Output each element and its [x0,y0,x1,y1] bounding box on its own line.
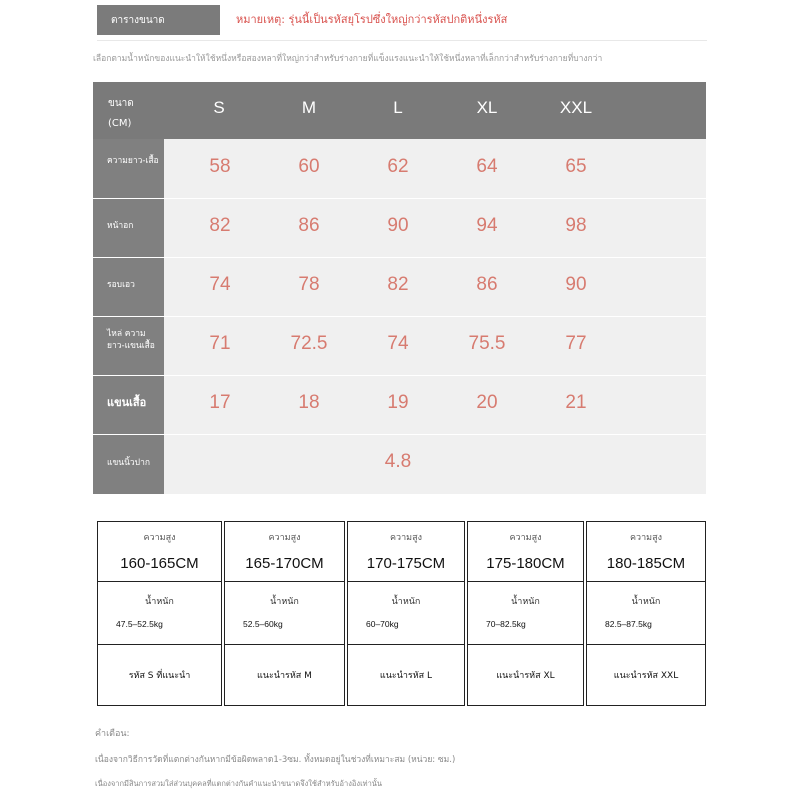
table-cell: 78 [298,274,320,295]
height-range: 175-180CM [486,555,565,572]
row-label-shoulder-sleeve: ไหล่ ความยาว-แขนเสื้อ [107,329,155,351]
table-cell: 86 [476,274,498,295]
weight-label: น้ำหนัก [145,597,174,607]
weight-range: 60–70kg [366,619,399,629]
row-label-sleeve: แขนเสื้อ [107,396,147,409]
table-cell: 58 [209,156,231,177]
rec-divider [225,644,344,645]
rec-column-xl [467,521,584,706]
table-cell: 77 [565,333,587,354]
recommended-size: แนะนำรหัส M [257,671,312,681]
weight-range: 70–82.5kg [486,619,526,629]
table-cell: 18 [298,392,320,413]
rec-divider [98,581,221,582]
height-range: 165-170CM [245,555,324,572]
table-cell: 86 [298,215,320,236]
table-cell: 60 [298,156,320,177]
size-header-l: L [393,98,403,117]
size-table-header [93,82,706,139]
table-cell: 90 [387,215,409,236]
row-label-cuff: แขนนิ้วปาก [107,458,150,468]
weight-range: 82.5–87.5kg [605,619,652,629]
rec-column-s [97,521,222,706]
recommended-size: แนะนำรหัส XXL [613,671,679,681]
size-advice-note: เลือกตามน้ำหนักของแนะนำให้ใช้หนึ่งหรือสองหลาที่ใหญ่กว่าสำหรับร่างกายที่แข็งแรงแนะนำให้ใช้หนึ่งหลาที่เล็กกว่าสำหรับร่างกายที่บางกว่า [93,54,603,64]
weight-label: น้ำหนัก [511,597,540,607]
table-cell: 82 [209,215,231,236]
rec-divider [348,644,464,645]
rec-divider [98,644,221,645]
recommended-size: รหัส S ที่แนะนำ [128,671,191,681]
row-label-waist: รอบเอว [107,280,135,290]
table-cell: 64 [476,156,498,177]
recommended-size: แนะนำรหัส L [379,671,433,681]
unit-label-line1: ขนาด [108,98,134,109]
weight-label: น้ำหนัก [631,597,661,607]
rec-column-xxl [586,521,706,706]
row-divider [93,434,706,435]
rec-divider [468,644,583,645]
warning-title: คำเตือน: [95,729,130,739]
row-divider [93,375,706,376]
unit-label-line2: (CM) [108,118,132,129]
table-cell: 65 [565,156,587,177]
weight-label: น้ำหนัก [270,597,299,607]
table-cell: 94 [476,215,498,236]
height-range: 180-185CM [606,555,686,572]
table-cell: 62 [387,156,409,177]
rec-column-l [347,521,465,706]
recommended-size: แนะนำรหัส XL [496,671,555,681]
rec-divider [225,581,344,582]
size-header-m: M [301,98,317,117]
weight-range: 47.5–52.5kg [116,619,163,629]
size-header-s: S [213,98,225,117]
warning-line-1: เนื่องจากวิธีการวัดที่แตกต่างกันหากมีข้อผิดพลาด1-3ซม. ทั้งหมดอยู่ในช่วงที่เหมาะสม (หน่วย: ซม.) [95,755,456,765]
table-cell: 74 [387,333,409,354]
header-divider [97,40,707,41]
size-chart-tab: ตารางขนาด [97,5,220,35]
row-divider [93,198,706,199]
size-table [93,82,706,494]
table-cell: 90 [565,274,587,295]
size-header-xxl: XXL [559,98,593,117]
warning-line-2: เนื่องจากมีสินการสวมใส่ส่วนบุคคลที่แตกต่างกันคำแนะนำขนาดจึงใช้สำหรับอ้างอิงเท่านั้น [95,779,383,788]
table-cell: 4.8 [384,451,412,472]
table-cell: 72.5 [290,333,328,354]
size-note: หมายเหตุ: รุ่นนี้เป็นรหัสยุโรปซึ่งใหญ่กว่ารหัสปกติหนึ่งรหัส [236,13,508,26]
unit-label [108,94,134,134]
rec-divider [587,581,705,582]
table-cell: 82 [387,274,409,295]
table-cell: 71 [209,333,231,354]
table-cell: 75.5 [468,333,506,354]
row-label-length: ความยาว-เสื้อ [107,156,159,166]
height-range: 170-175CM [366,555,446,572]
height-label: ความสูง [390,533,422,543]
height-label: ความสูง [268,533,301,543]
height-weight-recommendation [97,521,706,706]
height-label: ความสูง [509,533,542,543]
rec-divider [587,644,705,645]
weight-label: น้ำหนัก [391,597,421,607]
table-cell: 21 [565,392,587,413]
height-label: ความสูง [143,533,176,543]
height-label: ความสูง [630,533,662,543]
table-cell: 98 [565,215,587,236]
table-cell: 20 [476,392,498,413]
weight-range: 52.5–60kg [243,619,283,629]
rec-divider [348,581,464,582]
height-range: 160-165CM [120,555,199,572]
table-cell: 17 [209,392,231,413]
row-divider [93,257,706,258]
size-header-xl: XL [476,98,498,117]
row-divider [93,316,706,317]
table-cell: 74 [209,274,231,295]
rec-column-m [224,521,345,706]
row-label-chest: หน้าอก [107,221,134,231]
table-cell: 19 [387,392,409,413]
rec-divider [468,581,583,582]
